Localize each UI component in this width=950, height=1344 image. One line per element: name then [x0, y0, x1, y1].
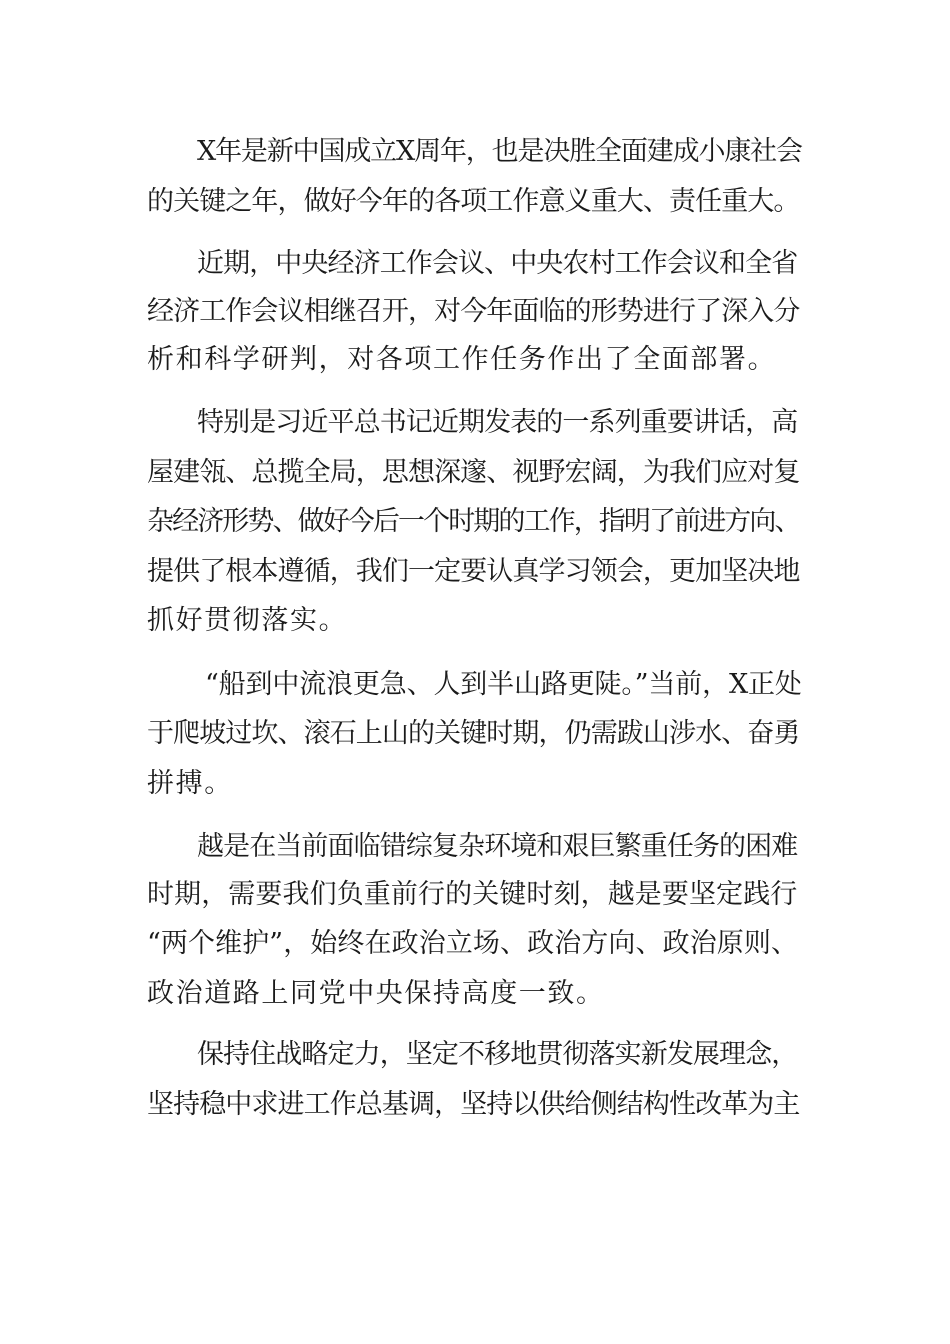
text-line: 的关键之年，做好今年的各项工作意义重大、责任重大。	[147, 186, 800, 217]
text-line: 坚持稳中求进工作总基调，坚持以供给侧结构性改革为主	[147, 1089, 800, 1120]
text-line: X年是新中国成立X周年，也是决胜全面建成小康社会	[197, 136, 802, 167]
text-line: 时期，需要我们负重前行的关键时刻，越是要坚定践行	[147, 879, 798, 910]
text-line: 杂经济形势、做好今后一个时期的工作，指明了前进方向、	[147, 506, 800, 537]
text-line: 提供了根本遵循，我们一定要认真学习领会，更加坚决地	[147, 556, 800, 587]
text-line: 抓好贯彻落实。	[147, 605, 348, 636]
text-line: 拼搏。	[147, 768, 233, 799]
text-line: 近期，中央经济工作会议、中央农村工作会议和全省	[197, 248, 798, 279]
text-line: 屋建瓴、总揽全局，思想深邃、视野宏阔，为我们应对复	[147, 457, 800, 488]
text-line: 保持住战略定力，坚定不移地贯彻落实新发展理念，	[197, 1039, 798, 1070]
text-line: “两个维护”，始终在政治立场、政治方向、政治原则、	[147, 928, 799, 959]
text-line: “船到中流浪更急、人到半山路更陡。”当前，X正处	[205, 669, 802, 700]
text-line: 特别是习近平总书记近期发表的一系列重要讲话，高	[197, 407, 798, 438]
text-line: 于爬坡过坎、滚石上山的关键时期，仍需跋山涉水、奋勇	[147, 718, 800, 749]
text-line: 政治道路上同党中央保持高度一致。	[147, 978, 605, 1009]
text-line: 析和科学研判，对各项工作任务作出了全面部署。	[147, 344, 777, 375]
text-line: 越是在当前面临错综复杂环境和艰巨繁重任务的困难	[197, 831, 798, 862]
text-line: 经济工作会议相继召开，对今年面临的形势进行了深入分	[147, 296, 800, 327]
